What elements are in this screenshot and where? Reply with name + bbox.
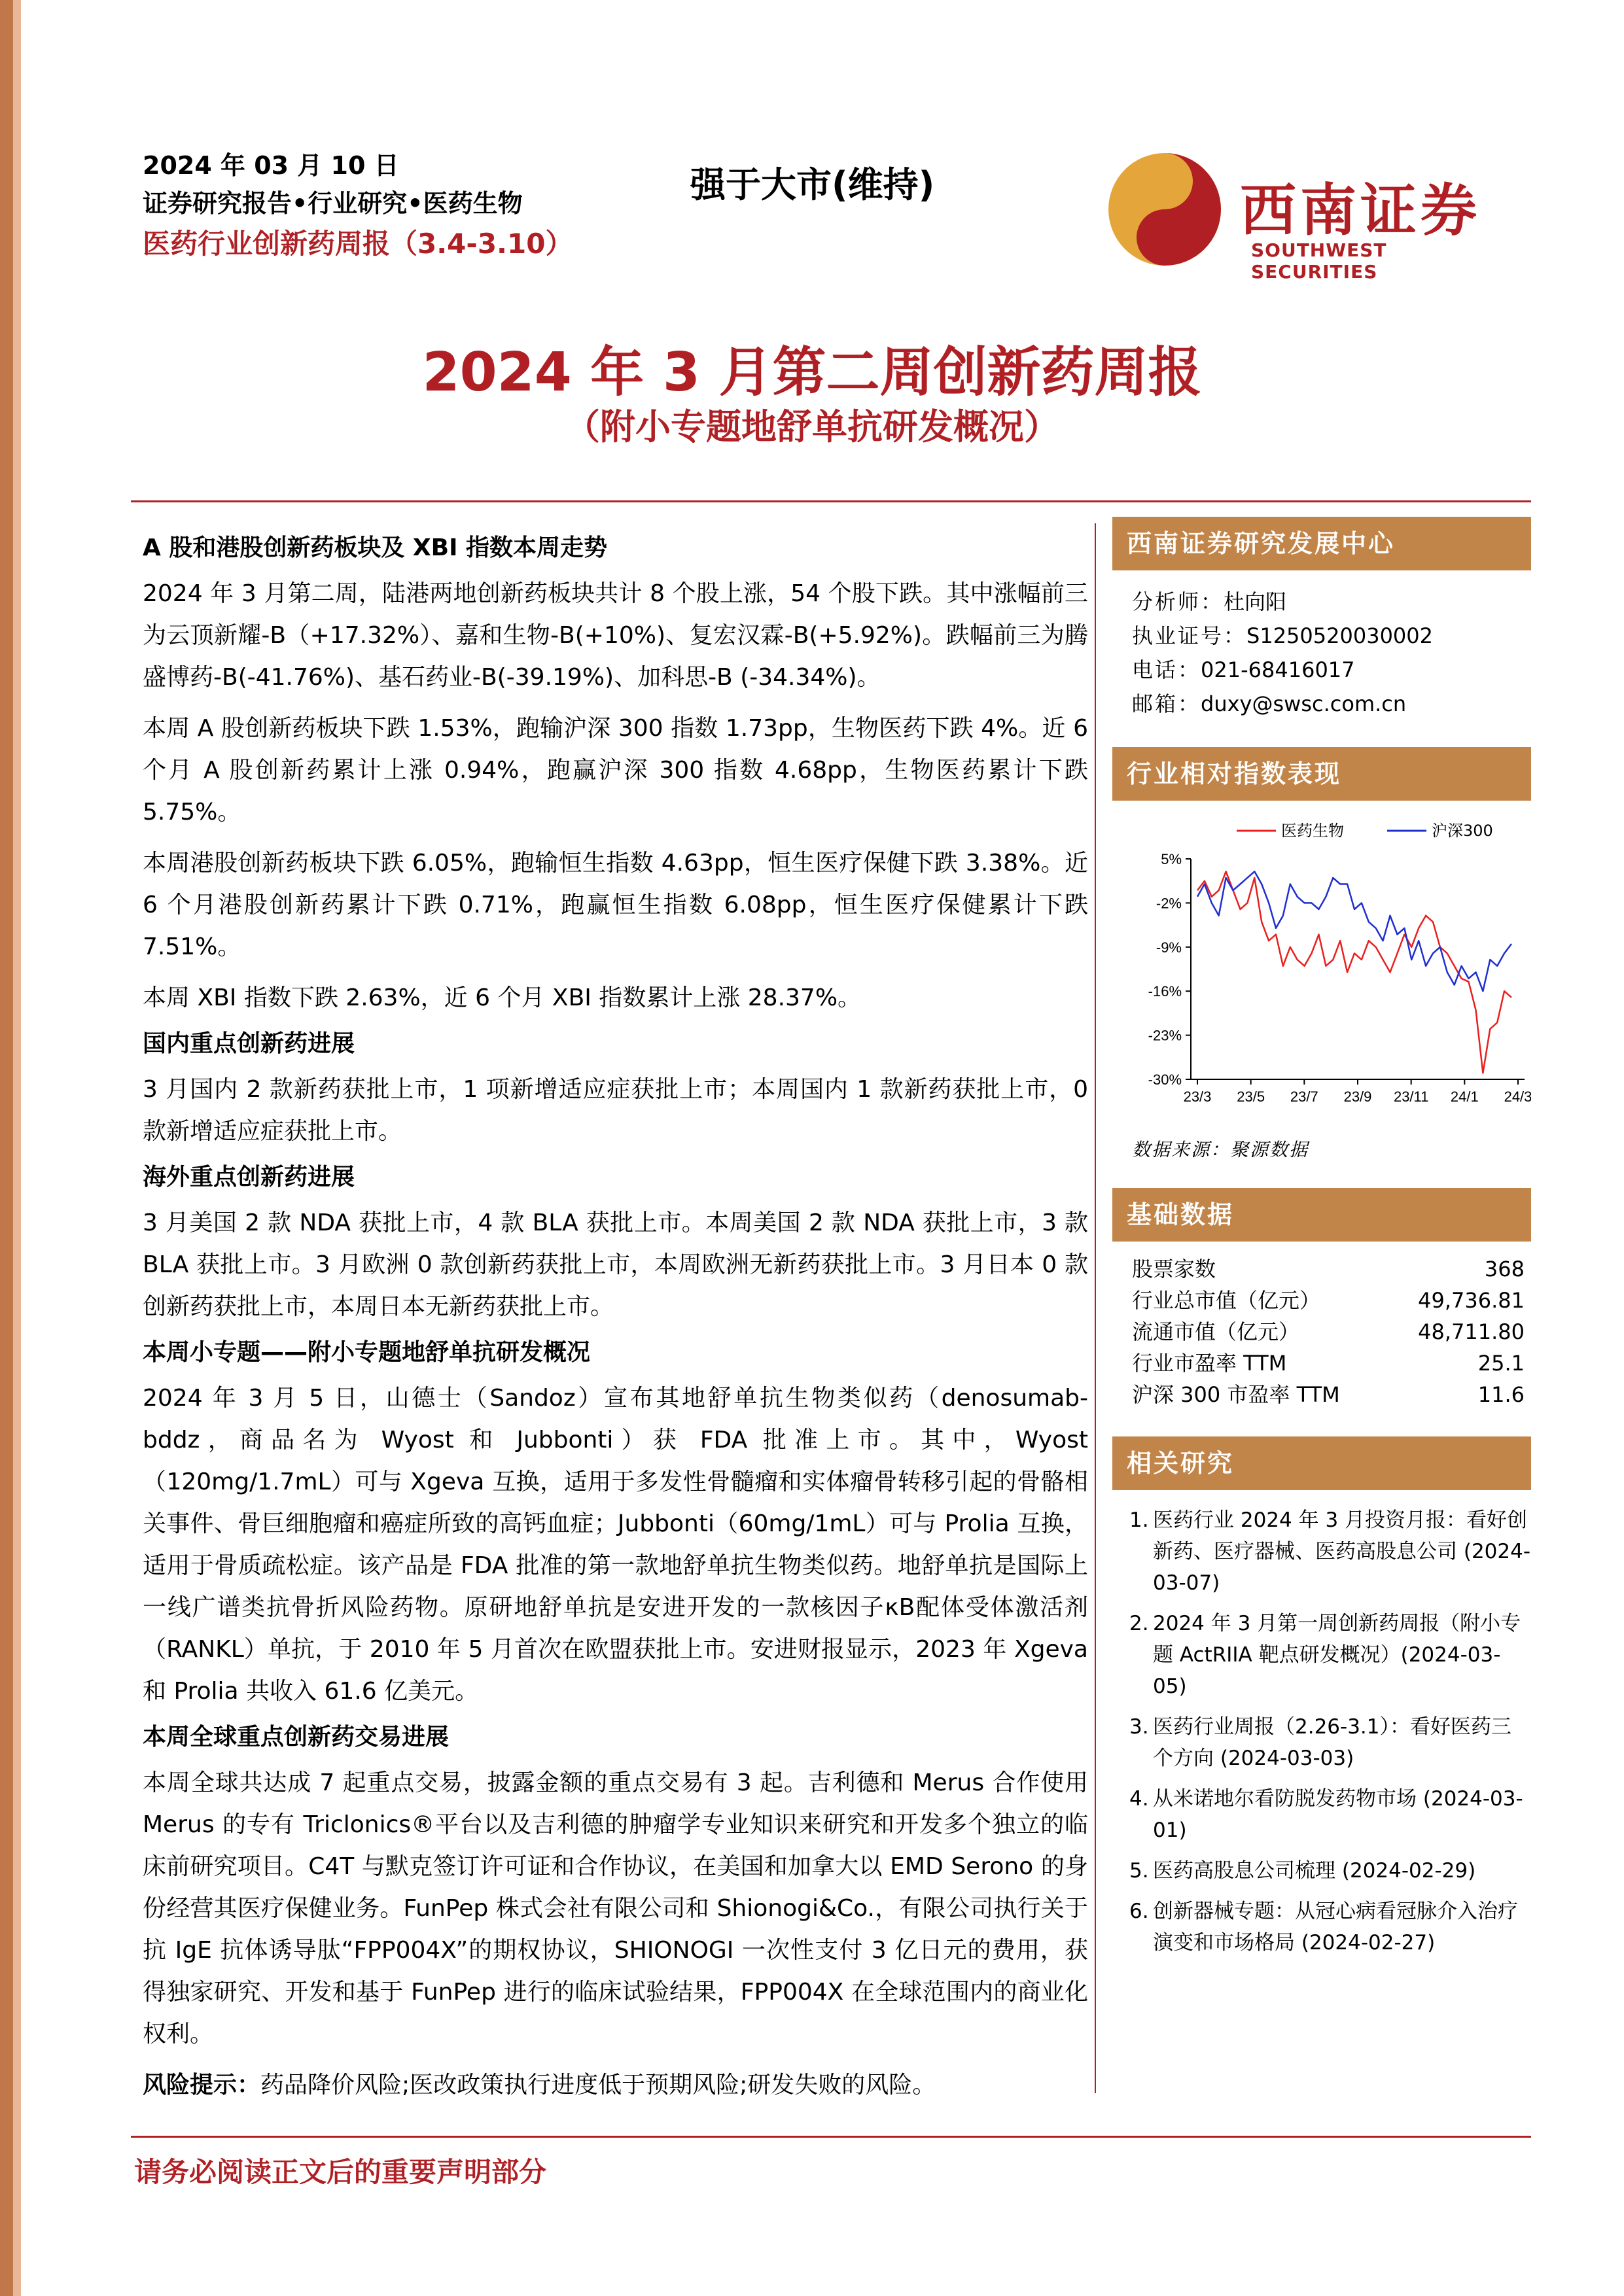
- basic-data-row: [1132, 1285, 1531, 1316]
- rating: 强于大市(维持): [690, 164, 935, 205]
- paragraph: 本周 A 股创新药板块下跌 1.53%，跑输沪深 300 指数 1.73pp，生物医药下跌 4%。近 6 个月 A 股创新药累计上涨 0.94%，跑赢沪深 300 指数 4.68pp，生物医药累计下跌 5.75%。: [143, 715, 1088, 826]
- index-chart-svg: [1112, 816, 1531, 1130]
- basic-data-row: [1132, 1253, 1531, 1285]
- related-research-list: [1112, 1490, 1531, 1958]
- basic-data-value: 11.6: [1477, 1382, 1525, 1407]
- section-heading: 本周全球重点创新药交易进展: [143, 1724, 450, 1750]
- research-item-number: 5.: [1129, 1859, 1149, 1883]
- chart-y-tick-label: 5%: [1161, 851, 1182, 867]
- logo-cn-text: 西南证券: [1240, 177, 1481, 243]
- research-item[interactable]: [1129, 1608, 1531, 1702]
- chart-x-tick-label: 23/9: [1343, 1088, 1372, 1105]
- chart-legend-label: 沪深300: [1432, 822, 1493, 840]
- risk-label: 风险提示：: [143, 2072, 261, 2098]
- chart-x-tick-label: 23/7: [1290, 1088, 1318, 1105]
- basic-data-value: 49,736.81: [1418, 1288, 1525, 1313]
- report-type: 证券研究报告•行业研究•医药生物: [143, 189, 523, 218]
- chart-source: 数据来源：聚源数据: [1132, 1139, 1309, 1160]
- email-label: 邮箱：: [1132, 691, 1201, 716]
- section-heading: 海外重点创新药进展: [143, 1164, 355, 1191]
- research-item-number: 6.: [1129, 1900, 1149, 1923]
- email-row: [1132, 687, 1531, 721]
- top-divider: [131, 500, 1531, 502]
- paragraph: 本周全球共达成 7 起重点交易，披露金额的重点交易有 3 起。吉利德和 Merus 合作使用 Merus 的专有 Triclonics®平台以及吉利德的肿瘤学专业知识来研究和开发多个独立的临床前研究项目。C4T 与默克签订许可证和合作协议，在美国和加拿大以 EMD Serono 的身份经营其医疗保健业务。FunPep 株式会社有限公司和 Shionogi&Co.，有限公司执行关于抗 IgE 抗体诱导肽“FPP004X”的期权协议，SHIONOGI 一次性支付 3 亿日元的费用，获得独家研究、开发和基于 FunPep 进行的临床试验结果，FPP004X 在全球范围内的商业化权利。: [143, 1769, 1088, 2047]
- basic-data-row: [1132, 1316, 1531, 1348]
- chart-y-tick-label: -2%: [1156, 895, 1182, 912]
- analyst-row: [1132, 585, 1531, 619]
- research-item-title: 医药行业 2024 年 3 月投资月报：看好创新药、医疗器械、医药高股息公司 (2024-03-07): [1153, 1508, 1531, 1595]
- bottom-divider: [131, 2136, 1531, 2138]
- chart-y-tick-label: -16%: [1148, 983, 1182, 1000]
- email-link[interactable]: duxy@swsc.com.cn: [1201, 691, 1407, 716]
- research-item-title: 医药高股息公司梳理 (2024-02-29): [1153, 1859, 1476, 1883]
- phone-number: 021-68416017: [1201, 657, 1355, 682]
- basic-data-row: [1132, 1379, 1531, 1410]
- research-item-title: 2024 年 3 月第一周创新药周报（附小专题 ActRIIA 靶点研发概况）(2024-03-05): [1153, 1612, 1521, 1698]
- research-item-number: 1.: [1129, 1508, 1149, 1532]
- research-item[interactable]: [1129, 1783, 1531, 1846]
- chart-x-tick-label: 24/3: [1504, 1088, 1531, 1105]
- license-row: [1132, 619, 1531, 653]
- column-divider: [1095, 523, 1096, 2093]
- chart-x-tick-label: 24/1: [1450, 1088, 1479, 1105]
- chart-x-tick-label: 23/11: [1393, 1088, 1429, 1105]
- chart-y-tick-label: -9%: [1156, 939, 1182, 956]
- research-item-title: 医药行业周报（2.26-3.1）：看好医药三个方向 (2024-03-03): [1153, 1715, 1512, 1770]
- chart-y-tick-label: -23%: [1148, 1027, 1182, 1044]
- company-logo: [1106, 150, 1511, 283]
- paragraph: 3 月国内 2 款新药获批上市，1 项新增适应症获批上市；本周国内 1 款新药获批上市，0 款新增适应症获批上市。: [143, 1076, 1088, 1145]
- research-item[interactable]: [1129, 1896, 1531, 1958]
- research-item-title: 创新器械专题：从冠心病看冠脉介入治疗演变和市场格局 (2024-02-27): [1153, 1900, 1518, 1955]
- report-date: 2024 年 03 月 10 日: [143, 151, 399, 180]
- sidebar: [1112, 517, 1531, 1968]
- research-center-band: 西南证券研究发展中心: [1112, 517, 1531, 570]
- footer-disclaimer: 请务必阅读正文后的重要声明部分: [134, 2156, 547, 2188]
- analyst-name: 杜向阳: [1224, 589, 1287, 614]
- logo-emblem-icon: [1106, 150, 1224, 268]
- analyst-info: [1112, 570, 1531, 721]
- phone-label: 电话：: [1132, 657, 1201, 682]
- chart-legend-label: 医药生物: [1281, 822, 1344, 840]
- basic-data-value: 368: [1484, 1257, 1525, 1281]
- risk-note: [143, 2064, 1088, 2106]
- license-label: 执业证号：: [1132, 623, 1247, 648]
- related-research-band: 相关研究: [1112, 1436, 1531, 1490]
- basic-data-label: 沪深 300 市盈率 TTM: [1132, 1382, 1340, 1407]
- paragraph: 本周 XBI 指数下跌 2.63%，近 6 个月 XBI 指数累计上涨 28.37%。: [143, 984, 862, 1011]
- section-heading: 国内重点创新药进展: [143, 1030, 355, 1057]
- chart-y-tick-label: -30%: [1148, 1071, 1182, 1088]
- basic-data-label: 行业市盈率 TTM: [1132, 1351, 1287, 1376]
- research-item[interactable]: [1129, 1711, 1531, 1774]
- chart-series-line: [1197, 871, 1511, 991]
- phone-row: [1132, 653, 1531, 687]
- index-chart-band: 行业相对指数表现: [1112, 747, 1531, 801]
- basic-data-row: [1132, 1348, 1531, 1379]
- paragraph: 本周港股创新药板块下跌 6.05%，跑输恒生指数 4.63pp，恒生医疗保健下跌 3.38%。近 6 个月港股创新药累计下跌 0.71%，跑赢恒生指数 6.08pp，恒生医疗保健累计下跌 7.51%。: [143, 850, 1088, 960]
- basic-data-label: 行业总市值（亿元）: [1132, 1288, 1321, 1313]
- research-item[interactable]: [1129, 1505, 1531, 1599]
- section-heading: A 股和港股创新药板块及 XBI 指数本周走势: [143, 534, 608, 561]
- report-series: 医药行业创新药周报（3.4-3.10）: [143, 228, 573, 260]
- page-subtitle: （附小专题地舒单抗研发概况）: [565, 406, 1059, 447]
- research-item-number: 4.: [1129, 1787, 1149, 1811]
- chart-x-tick-label: 23/5: [1237, 1088, 1265, 1105]
- basic-data-label: 流通市值（亿元）: [1132, 1319, 1300, 1344]
- basic-data-table: [1112, 1242, 1531, 1410]
- logo-en-text: SOUTHWEST SECURITIES: [1251, 239, 1387, 283]
- license-number: S1250520030002: [1246, 623, 1433, 648]
- chart-x-tick-label: 23/3: [1183, 1088, 1212, 1105]
- index-chart: [1112, 816, 1531, 1130]
- paragraph: 2024 年 3 月 5 日，山德士（Sandoz）宣布其地舒单抗生物类似药（denosumab-bddz，商品名为 Wyost 和 Jubbonti）获 FDA 批准上市。其中，Wyost（120mg/1.7mL）可与 Xgeva 互换，适用于多发性骨髓瘤和实体瘤骨转移引起的骨骼相关事件、骨巨细胞瘤和癌症所致的高钙血症；Jubbonti（60mg/1mL）可与 Prolia 互换，适用于骨质疏松症。该产品是 FDA 批准的第一款地舒单抗生物类似药。地舒单抗是国际上一线广谱类抗骨折风险药物。原研地舒单抗是安进开发的一款核因子κB配体受体激活剂（RANKL）单抗，于 2010 年 5 月首次在欧盟获批上市。安进财报显示，2023 年 Xgeva 和 Prolia 共收入 61.6 亿美元。: [143, 1385, 1088, 1705]
- basic-data-label: 股票家数: [1132, 1257, 1216, 1281]
- paragraph: 3 月美国 2 款 NDA 获批上市，4 款 BLA 获批上市。本周美国 2 款 NDA 获批上市，3 款 BLA 获批上市。3 月欧洲 0 款创新药获批上市，本周欧洲无新药获批上市。3 月日本 0 款创新药获批上市，本周日本无新药获批上市。: [143, 1209, 1088, 1320]
- research-item-number: 3.: [1129, 1715, 1149, 1739]
- main-content: [143, 523, 1088, 2106]
- section-heading: 本周小专题——附小专题地舒单抗研发概况: [143, 1339, 591, 1366]
- risk-text: 药品降价风险;医改政策执行进度低于预期风险;研发失败的风险。: [260, 2072, 936, 2098]
- basic-data-value: 25.1: [1477, 1351, 1525, 1376]
- page-title: 2024 年 3 月第二周创新药周报: [422, 341, 1202, 404]
- basic-data-band: 基础数据: [1112, 1188, 1531, 1242]
- research-item[interactable]: [1129, 1855, 1531, 1887]
- research-item-title: 从米诺地尔看防脱发药物市场 (2024-03-01): [1153, 1787, 1523, 1842]
- research-item-number: 2.: [1129, 1612, 1149, 1635]
- paragraph: 2024 年 3 月第二周，陆港两地创新药板块共计 8 个股上涨，54 个股下跌。其中涨幅前三为云顶新耀-B（+17.32%）、嘉和生物-B(+10%)、复宏汉霖-B(+5.92%)。跌幅前三为腾盛博药-B(-41.76%)、基石药业-B(-39.19%)、加科思-B (-34.34%)。: [143, 580, 1088, 691]
- analyst-label: 分析师：: [1132, 589, 1224, 614]
- basic-data-value: 48,711.80: [1418, 1319, 1525, 1344]
